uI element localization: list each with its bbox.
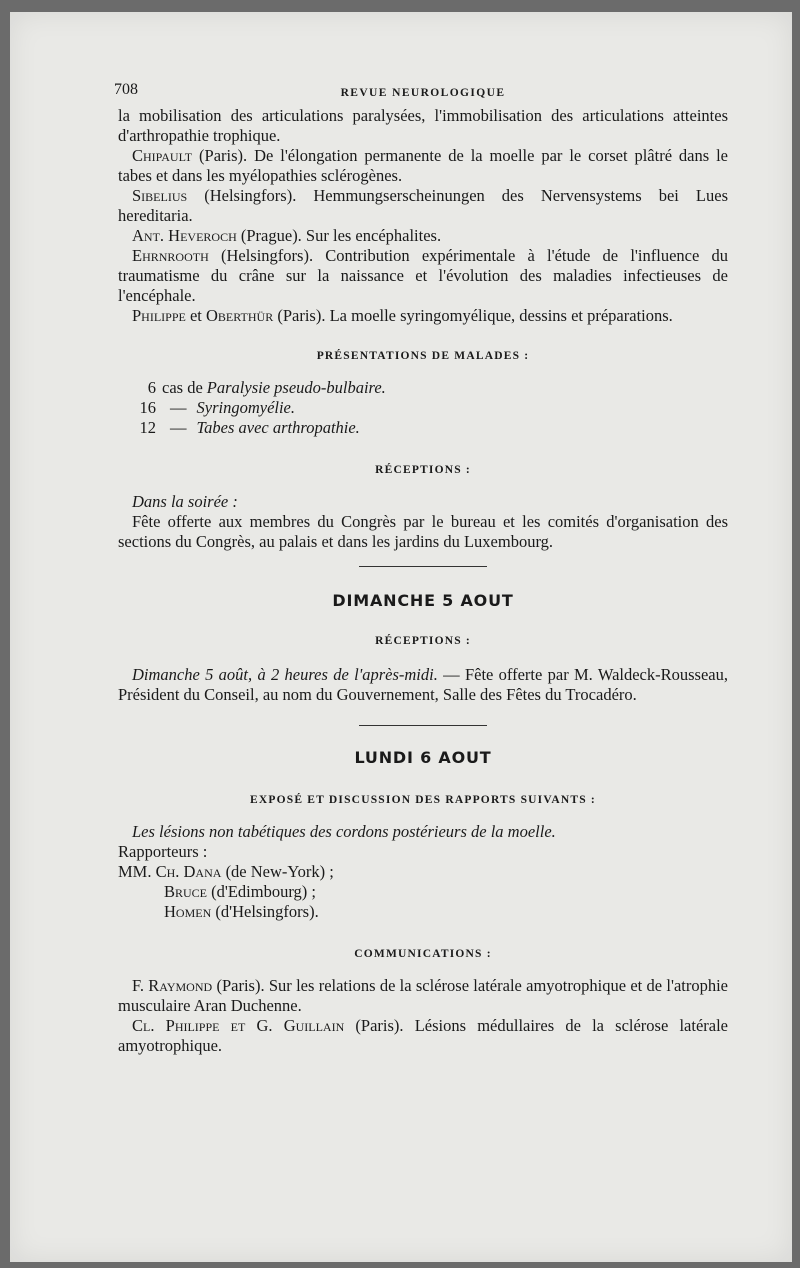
presentation-row <box>132 378 728 398</box>
author-name: Guillain <box>283 1016 345 1035</box>
author-name: Philippe <box>132 306 186 325</box>
case-prefix: cas de <box>162 378 203 397</box>
sunday-reception-text <box>118 665 728 705</box>
case-label: Paralysie pseudo-bulbaire. <box>206 378 386 397</box>
rapporteur-name: Homen <box>164 902 212 921</box>
entry-text: (Paris). De l'élongation permanente de la moelle par le corset plâtré dans le tabes et dans les myélopathies sclérogènes. <box>118 146 728 185</box>
entry-sibelius <box>118 186 728 226</box>
entry-text: (Prague). Sur les encéphalites. <box>236 226 442 245</box>
reception-date: Dimanche 5 août, à 2 heures de l'après-midi. <box>132 665 438 684</box>
author-initial: Cl. <box>132 1016 166 1035</box>
rapporteur-place: (d'Helsingfors). <box>211 902 319 921</box>
page-content <box>114 80 728 1056</box>
case-count: 6 <box>147 378 156 397</box>
connector: et <box>185 306 207 325</box>
communications-title: COMMUNICATIONS : <box>354 948 492 960</box>
rapporteur-line <box>118 862 728 882</box>
presentation-row <box>132 418 728 438</box>
day-heading-monday: LUNDI 6 AOUT <box>354 748 492 767</box>
communication-entry <box>118 976 728 1016</box>
presentation-row <box>132 398 728 418</box>
author-name: Sibelius <box>132 186 188 205</box>
rapporteur-name: Bruce <box>164 882 208 901</box>
author-initial: F. <box>132 976 149 995</box>
journal-title: REVUE NEUROLOGIQUE <box>340 87 506 99</box>
author-name: Raymond <box>148 976 213 995</box>
case-prefix: — <box>170 418 187 437</box>
report-title: Les lésions non tabétiques des cordons postérieurs de la moelle. <box>132 822 556 841</box>
author-name: Oberthür <box>206 306 274 325</box>
day-heading-sunday: DIMANCHE 5 AOUT <box>332 591 514 610</box>
connector: et G. <box>219 1016 284 1035</box>
entry-text: (Helsingfors). Contribution expérimentale à l'étude de l'influence du traumatisme du crâne sur la naissance et l'évolution des maladies infectieuses de l'encéphale. <box>118 246 728 305</box>
entry-ehrnrooth <box>118 246 728 306</box>
entry-text: (Paris). Lésions médullaires de la sclérose latérale amyotrophique. <box>118 1016 728 1055</box>
reports-title: EXPOSÉ ET DISCUSSION DES RAPPORTS SUIVANTS : <box>250 794 596 806</box>
entry-chipault <box>118 146 728 186</box>
case-label: Tabes avec arthropathie. <box>196 418 360 437</box>
rapporteur-line <box>164 882 728 902</box>
reception-description: — Fête offerte par M. Waldeck-Rousseau, Président du Conseil, au nom du Gouvernement, Salle des Fêtes du Trocadéro. <box>118 665 728 704</box>
entry-philippe-oberthur <box>118 306 728 326</box>
rapporteur-place: (d'Edimbourg) ; <box>207 882 317 901</box>
entry-text: (Helsingfors). Hemmungserscheinungen des Nervensystems bei Lues hereditaria. <box>118 186 728 225</box>
communication-entry <box>118 1016 728 1056</box>
page-number: 708 <box>114 81 138 98</box>
case-count: 16 <box>139 398 156 417</box>
case-label: Syringomyélie. <box>196 398 296 417</box>
receptions-title: RÉCEPTIONS : <box>375 635 471 647</box>
rapporteur-prefix: MM. <box>118 862 156 881</box>
case-prefix: — <box>170 398 187 417</box>
opening-paragraph: la mobilisation des articulations paralysées, l'immobilisation des articulations atteintes d'arthropathie trophique. <box>118 106 728 145</box>
case-count: 12 <box>139 418 156 437</box>
author-name: Ehrnrooth <box>132 246 209 265</box>
entry-text: (Paris). La moelle syringomyélique, dessins et préparations. <box>273 306 673 325</box>
receptions-text: Fête offerte aux membres du Congrès par le bureau et les comités d'organisation des sections du Congrès, au palais et dans les jardins du Luxembourg. <box>118 512 728 551</box>
running-head <box>114 80 728 106</box>
rapporteur-name: Ch. Dana <box>155 862 222 881</box>
rapporteur-place: (de New-York) ; <box>221 862 334 881</box>
receptions-title: RÉCEPTIONS : <box>375 464 471 476</box>
receptions-subtitle: Dans la soirée : <box>132 492 238 511</box>
entry-heveroch <box>118 226 728 246</box>
author-name: Ant. Heveroch <box>132 226 237 245</box>
document-page <box>10 12 792 1262</box>
author-name: Philippe <box>165 1016 220 1035</box>
rapporteur-line <box>164 902 728 922</box>
rapporteurs-label: Rapporteurs : <box>118 842 208 861</box>
author-name: Chipault <box>132 146 193 165</box>
presentations-title: PRÉSENTATIONS DE MALADES : <box>316 350 530 362</box>
entry-text: (Paris). Sur les relations de la sclérose latérale amyotrophique et de l'atrophie musculaire Aran Duchenne. <box>118 976 728 1015</box>
